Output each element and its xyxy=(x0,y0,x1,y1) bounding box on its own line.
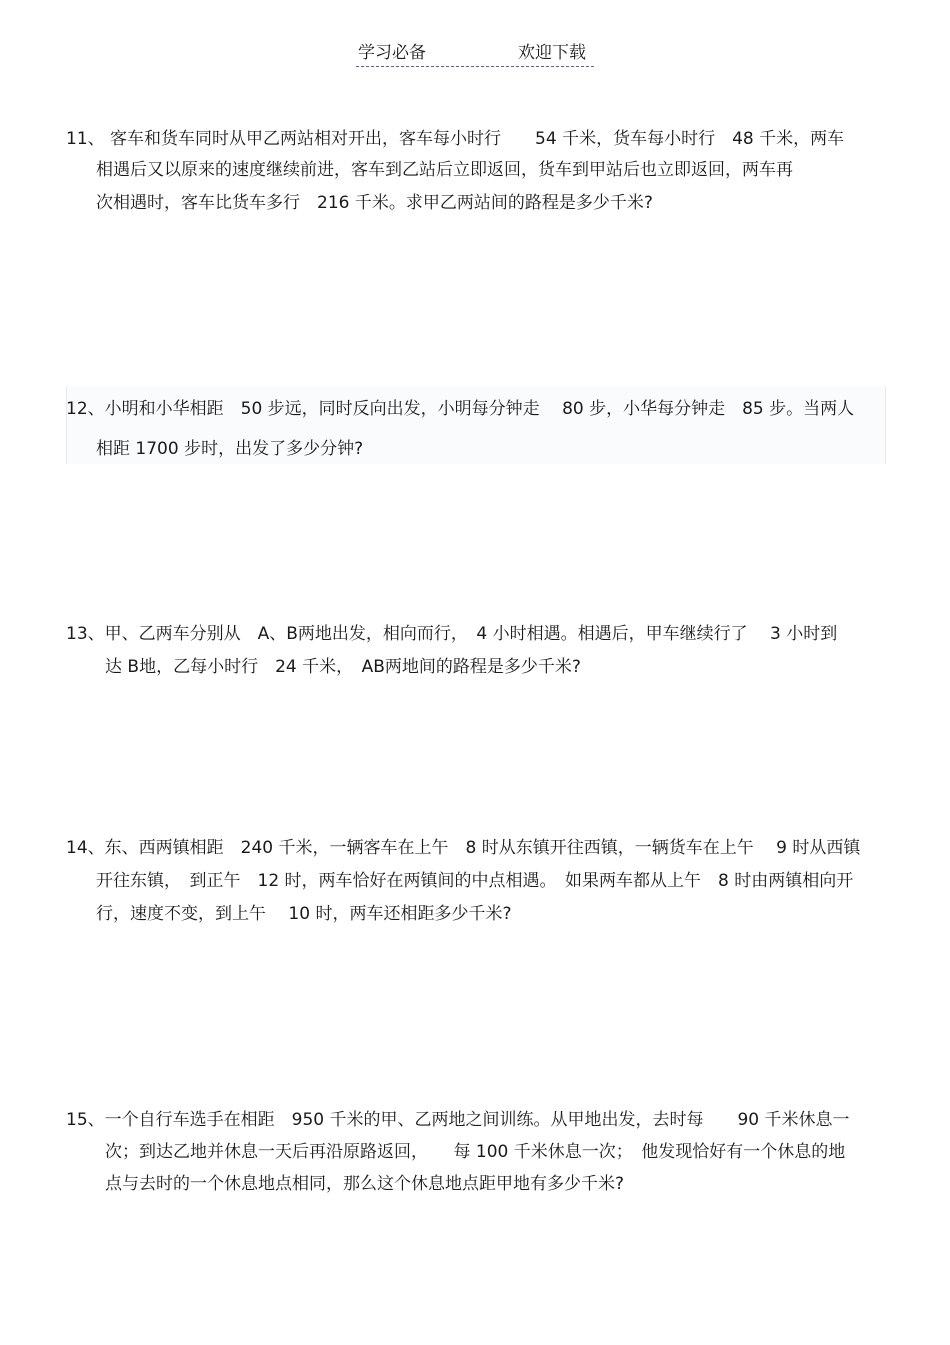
problem-line: 次；到达乙地并休息一天后再沿原路返回， 每 100 千米休息一次； 他发现恰好有一个休息的地 xyxy=(105,1142,846,1162)
problem-line: 相距 1700 步时，出发了多少分钟? xyxy=(96,439,364,459)
problem-line: 开往东镇， 到正午 12 时，两车恰好在两镇间的中点相遇。 如果两车都从上午 8 时由两镇相向开 xyxy=(96,871,854,891)
problem-line: 14、东、西两镇相距 240 千米，一辆客车在上午 8 时从东镇开往西镇，一辆货车在上午 9 时从西镇 xyxy=(66,838,861,858)
problem-line: 点与去时的一个休息地点相同，那么这个休息地点距甲地有多少千米? xyxy=(105,1174,625,1194)
problem-line: 次相遇时，客车比货车多行 216 千米。求甲乙两站间的路程是多少千米? xyxy=(96,193,653,213)
header-right-text: 欢迎下载 xyxy=(518,43,586,63)
problem-line: 15、一个自行车选手在相距 950 千米的甲、乙两地之间训练。从甲地出发，去时每 90 千米休息一 xyxy=(66,1110,850,1130)
problem-line: 相遇后又以原来的速度继续前进，客车到乙站后立即返回，货车到甲站后也立即返回，两车再 xyxy=(96,160,793,180)
problem-line: 12、小明和小华相距 50 步远，同时反向出发，小明每分钟走 80 步，小华每分钟走 85 步。当两人 xyxy=(66,399,855,419)
problem-line: 11、 客车和货车同时从甲乙两站相对开出，客车每小时行 54 千米，货车每小时行 48 千米，两车 xyxy=(66,129,845,149)
problem-line: 13、甲、乙两车分别从 A、B两地出发，相向而行， 4 小时相遇。相遇后，甲车继续行了 3 小时到 xyxy=(66,624,838,644)
problem-line: 行，速度不变，到上午 10 时，两车还相距多少千米? xyxy=(96,904,512,924)
header-left-text: 学习必备 xyxy=(358,43,426,63)
problem-line: 达 B地，乙每小时行 24 千米， AB两地间的路程是多少千米? xyxy=(105,657,581,677)
page-header xyxy=(356,40,594,67)
